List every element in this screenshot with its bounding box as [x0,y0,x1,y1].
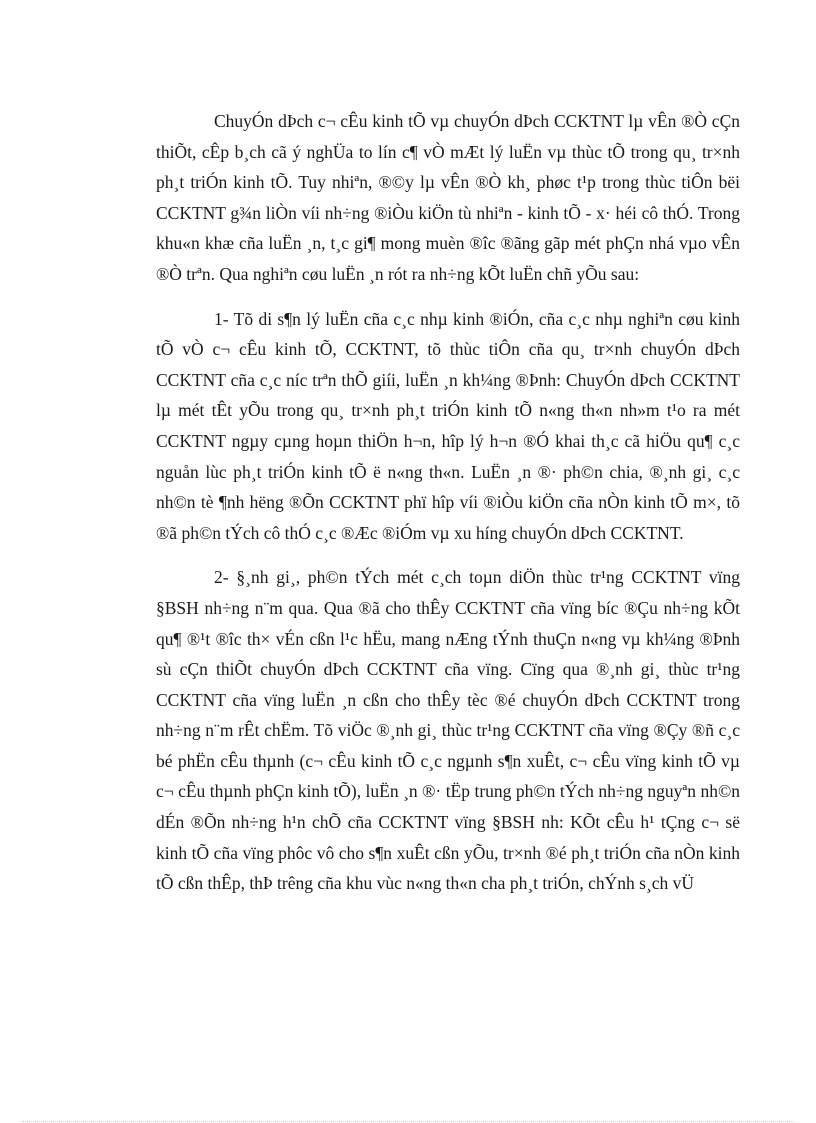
document-body [156,106,740,899]
paragraph-conclusion-1: 1- Tõ di s¶n lý luËn cña c¸c nhµ kinh ®iÓn, cña c¸c nhµ nghiªn cøu kinh tÕ vÒ c¬ cÊu kinh tÕ, CCKTNT, tõ thùc tiÔn cña qu¸ tr×nh chuyÓn dÞch CCKTNT cña c¸c níc trªn thÕ giíi, luËn ¸n kh¼ng ®Þnh: ChuyÓn dÞch CCKTNT lµ mét tÊt yÕu trong qu¸ tr×nh ph¸t triÓn kinh tÕ n«ng th«n nh»m t¹o ra mét CCKTNT ngµy cµng hoµn thiÖn h¬n, hîp lý h¬n ®Ó khai th¸c cã hiÖu qu¶ c¸c nguån lùc ph¸t triÓn kinh tÕ ë n«ng th«n. LuËn ¸n ®· ph©n chia, ®¸nh gi¸ c¸c nh©n tè ¶nh hëng ®Õn CCKTNT phï hîp víi ®iÒu kiÖn cña nÒn kinh tÕ m×, tõ ®ã ph©n tÝch cô thÓ c¸c ®Æc ®iÓm vµ xu híng chuyÓn dÞch CCKTNT. [156,308,740,543]
paragraph-conclusion-2: 2- §¸nh gi¸, ph©n tÝch mét c¸ch toµn diÖn thùc tr¹ng CCKTNT vïng §BSH nh÷ng n¨m qua. Qua ®ã cho thÊy CCKTNT cña vïng bíc ®Çu nh÷ng kÕt qu¶ ®¹t ®îc th× vÉn cßn l¹c hËu, mang nÆng tÝnh thuÇn n«ng vµ kh¼ng ®Þnh sù cÇn thiÕt chuyÓn dÞch CCKTNT cña vïng. Cïng qua ®¸nh gi¸ thùc tr¹ng CCKTNT cña vïng luËn ¸n cßn cho thÊy tèc ®é chuyÓn dÞch CCKTNT trong nh÷ng n¨m rÊt chËm. Tõ viÖc ®¸nh gi¸ thùc tr¹ng CCKTNT cña vïng ®Çy ®ñ c¸c bé phËn cÊu thµnh (c¬ cÊu kinh tÕ c¸c ngµnh s¶n xuÊt, c¬ cÊu vïng kinh tÕ vµ c¬ cÊu thµnh phÇn kinh tÕ), luËn ¸n ®· tËp trung ph©n tÝch nh÷ng nguyªn nh©n dÉn ®Õn nh÷ng h¹n chÕ cña CCKTNT vïng §BSH nh: KÕt cÊu h¹ tÇng c¬ së kinh tÕ cña vïng phôc vô cho s¶n xuÊt cßn yÕu, tr×nh ®é ph¸t triÓn cña nÒn kinh tÕ cßn thÊp, thÞ trêng cña khu vùc n«ng th«n cha ph¸t triÓn, chÝnh s¸ch vÜ [156,567,740,894]
page-bottom-rule [22,1121,794,1122]
paragraph-intro: ChuyÓn dÞch c¬ cÊu kinh tÕ vµ chuyÓn dÞch CCKTNT lµ vÊn ®Ò cÇn thiÕt, cÊp b¸ch cã ý nghÜa to lín c¶ vÒ mÆt lý luËn vµ thùc tÕ trong qu¸ tr×nh ph¸t triÓn kinh tÕ. Tuy nhiªn, ®©y lµ vÊn ®Ò kh¸ phøc t¹p trong thùc tiÔn bëi CCKTNT g¾n liÒn víi nh÷ng ®iÒu kiÖn tù nhiªn - kinh tÕ - x· héi cô thÓ. Trong khu«n khæ cña luËn ¸n, t¸c gi¶ mong muèn ®îc ®ãng gãp mét phÇn nhá vµo vÊn ®Ò trªn. Qua nghiªn cøu luËn ¸n rót ra nh÷ng kÕt luËn chñ yÕu sau: [156,111,740,284]
